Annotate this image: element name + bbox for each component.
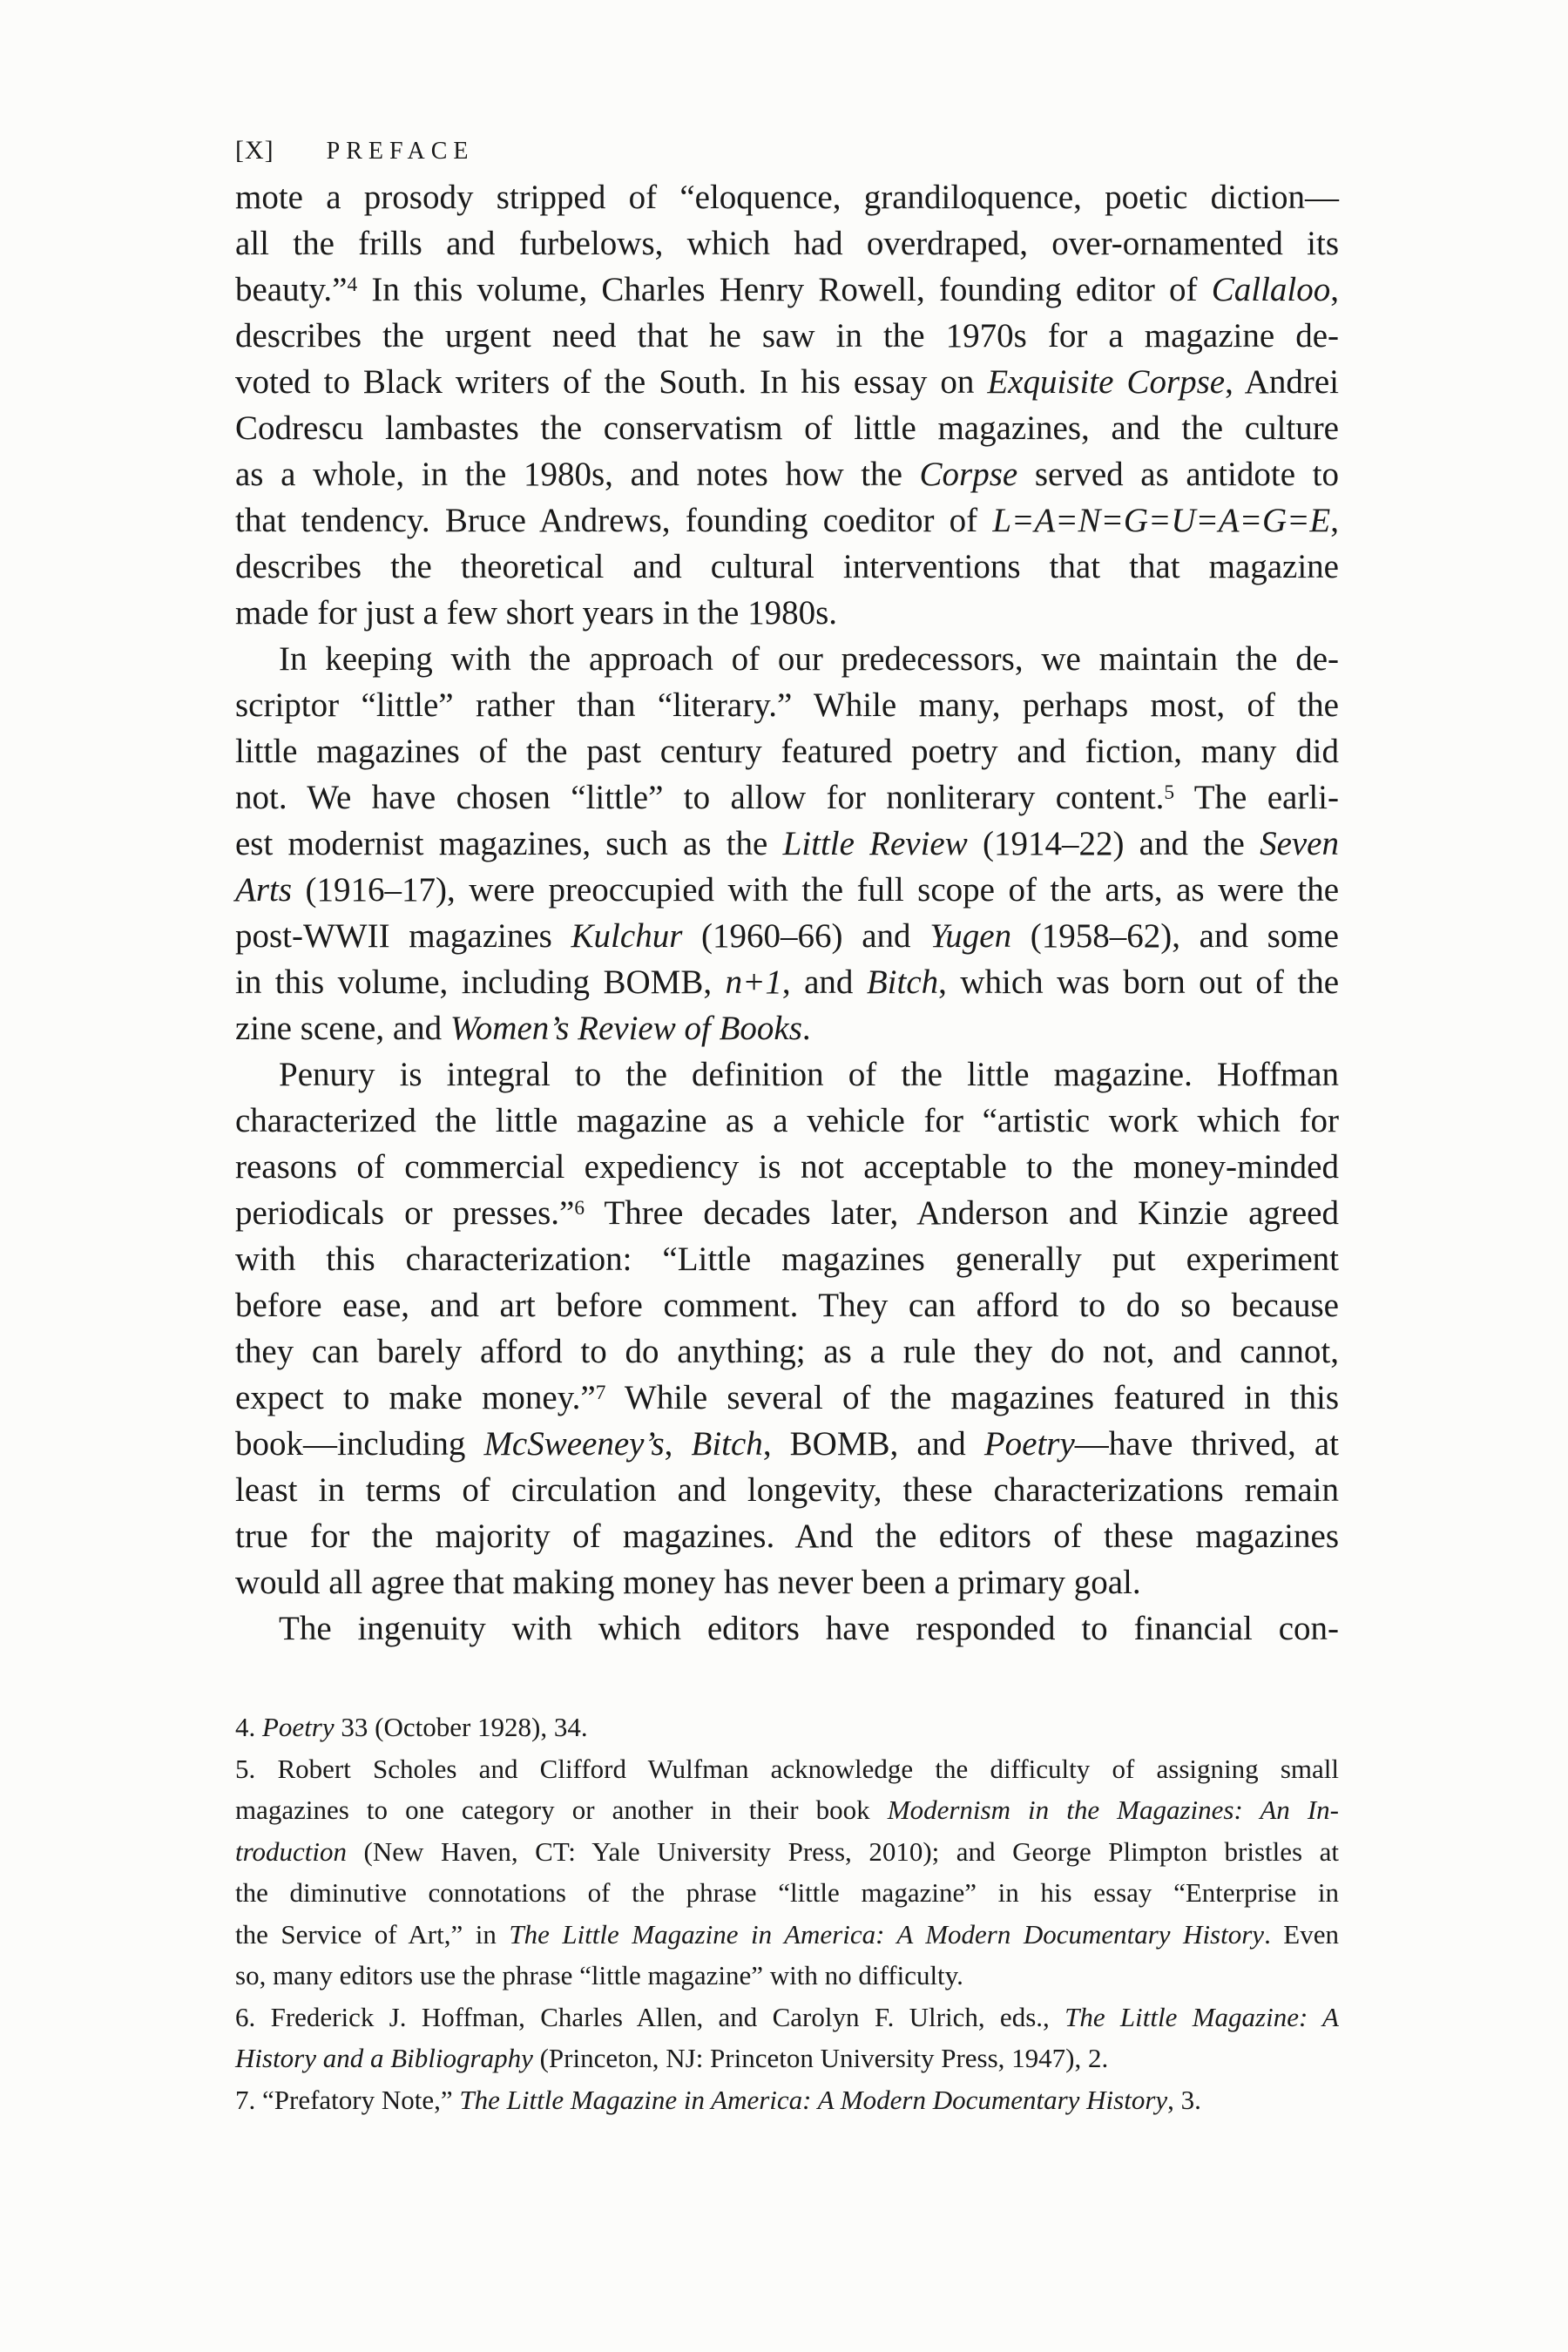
- text-line: The ingenuity with which editors have responded to financial con-: [279, 1610, 1339, 1647]
- text-line: as a whole, in the 1980s, and notes how the Corpse served as antidote to: [235, 456, 1339, 493]
- text-line: so, many editors use the phrase “little magazine” with no difficulty.: [235, 1960, 963, 1990]
- text-line: describes the theoretical and cultural interventions that that magazine: [235, 548, 1339, 585]
- text-line: characterized the little magazine as a vehicle for “artistic work which for: [235, 1102, 1339, 1139]
- text-line: Arts (1916–17), were preoccupied with the full scope of the arts, as were the: [235, 871, 1339, 909]
- text-line: periodicals or presses.”$^6$ Three decades later, Anderson and Kinzie agreed: [235, 1194, 1339, 1232]
- page-number-folio: [X]: [235, 136, 274, 165]
- footnotes: [235, 1707, 1339, 2120]
- text-line: 5. Robert Scholes and Clifford Wulfman acknowledge the difficulty of assigning small: [235, 1753, 1339, 1784]
- text-line: scriptor “little” rather than “literary.” While many, perhaps most, of the: [235, 686, 1339, 724]
- text-line: would all agree that making money has never been a primary goal.: [235, 1564, 1141, 1601]
- text-line: least in terms of circulation and longevity, these characterizations remain: [235, 1471, 1339, 1509]
- text-line: est modernist magazines, such as the Little Review (1914–22) and the Seven: [235, 825, 1339, 862]
- text-line: describes the urgent need that he saw in the 1970s for a magazine de-: [235, 317, 1339, 355]
- text-line: made for just a few short years in the 1980s.: [235, 594, 837, 632]
- text-line: 7. “Prefatory Note,” The Little Magazine in America: A Modern Documentary History, 3.: [235, 2084, 1201, 2115]
- text-line: before ease, and art before comment. They can afford to do so because: [235, 1287, 1339, 1324]
- text-line: mote a prosody stripped of “eloquence, grandiloquence, poetic diction—: [235, 179, 1339, 216]
- text-line: all the frills and furbelows, which had overdraped, over-ornamented its: [235, 225, 1339, 262]
- body-text: [235, 174, 1339, 1652]
- text-line: little magazines of the past century featured poetry and fiction, many did: [235, 733, 1339, 770]
- text-line: In keeping with the approach of our predecessors, we maintain the de-: [279, 640, 1339, 678]
- running-header-title: PREFACE: [326, 138, 475, 165]
- text-line: the Service of Art,” in The Little Magazine in America: A Modern Documentary History. Even: [235, 1918, 1339, 1950]
- text-line: 6. Frederick J. Hoffman, Charles Allen, and Carolyn F. Ulrich, eds., The Little Magazine: A: [235, 2001, 1339, 2032]
- text-line: Penury is integral to the definition of the little magazine. Hoffman: [279, 1056, 1339, 1093]
- text-line: reasons of commercial expediency is not acceptable to the money-minded: [235, 1148, 1339, 1186]
- text-line: beauty.”$^4$ In this volume, Charles Henry Rowell, founding editor of Callaloo,: [235, 271, 1339, 308]
- text-line: voted to Black writers of the South. In his essay on Exquisite Corpse, Andrei: [235, 363, 1339, 401]
- text-line: 4. Poetry 33 (October 1928), 34.: [235, 1712, 588, 1742]
- text-line: true for the majority of magazines. And the editors of these magazines: [235, 1517, 1339, 1555]
- text-line: with this characterization: “Little magazines generally put experiment: [235, 1240, 1339, 1278]
- text-line: troduction (New Haven, CT: Yale University Press, 2010); and George Plimpton bristles at: [235, 1835, 1339, 1867]
- text-line: in this volume, including BOMB, n+1, and Bitch, which was born out of the: [235, 963, 1340, 1001]
- text-line: the diminutive connotations of the phrase “little magazine” in his essay “Enterprise in: [235, 1877, 1339, 1908]
- text-line: zine scene, and Women’s Review of Books.: [235, 1010, 811, 1047]
- text-line: expect to make money.”$^7$ While several of the magazines featured in this: [235, 1379, 1339, 1416]
- text-line: History and a Bibliography (Princeton, NJ: Princeton University Press, 1947), 2.: [235, 2043, 1109, 2073]
- text-line: magazines to one category or another in their book Modernism in the Magazines: An In-: [235, 1794, 1339, 1825]
- text-line: book—including McSweeney’s, Bitch, BOMB, and Poetry—have thrived, at: [235, 1425, 1340, 1463]
- text-line: they can barely afford to do anything; as a rule they do not, and cannot,: [235, 1333, 1339, 1370]
- text-line: post-WWII magazines Kulchur (1960–66) and Yugen (1958–62), and some: [235, 917, 1339, 955]
- text-line: Codrescu lambastes the conservatism of little magazines, and the culture: [235, 409, 1339, 447]
- text-line: not. We have chosen “little” to allow for nonliterary content.$^5$ The earli-: [235, 779, 1339, 816]
- text-column: [235, 174, 1339, 2120]
- text-line: that tendency. Bruce Andrews, founding coeditor of L=A=N=G=U=A=G=E,: [235, 502, 1339, 539]
- running-header: [235, 138, 475, 164]
